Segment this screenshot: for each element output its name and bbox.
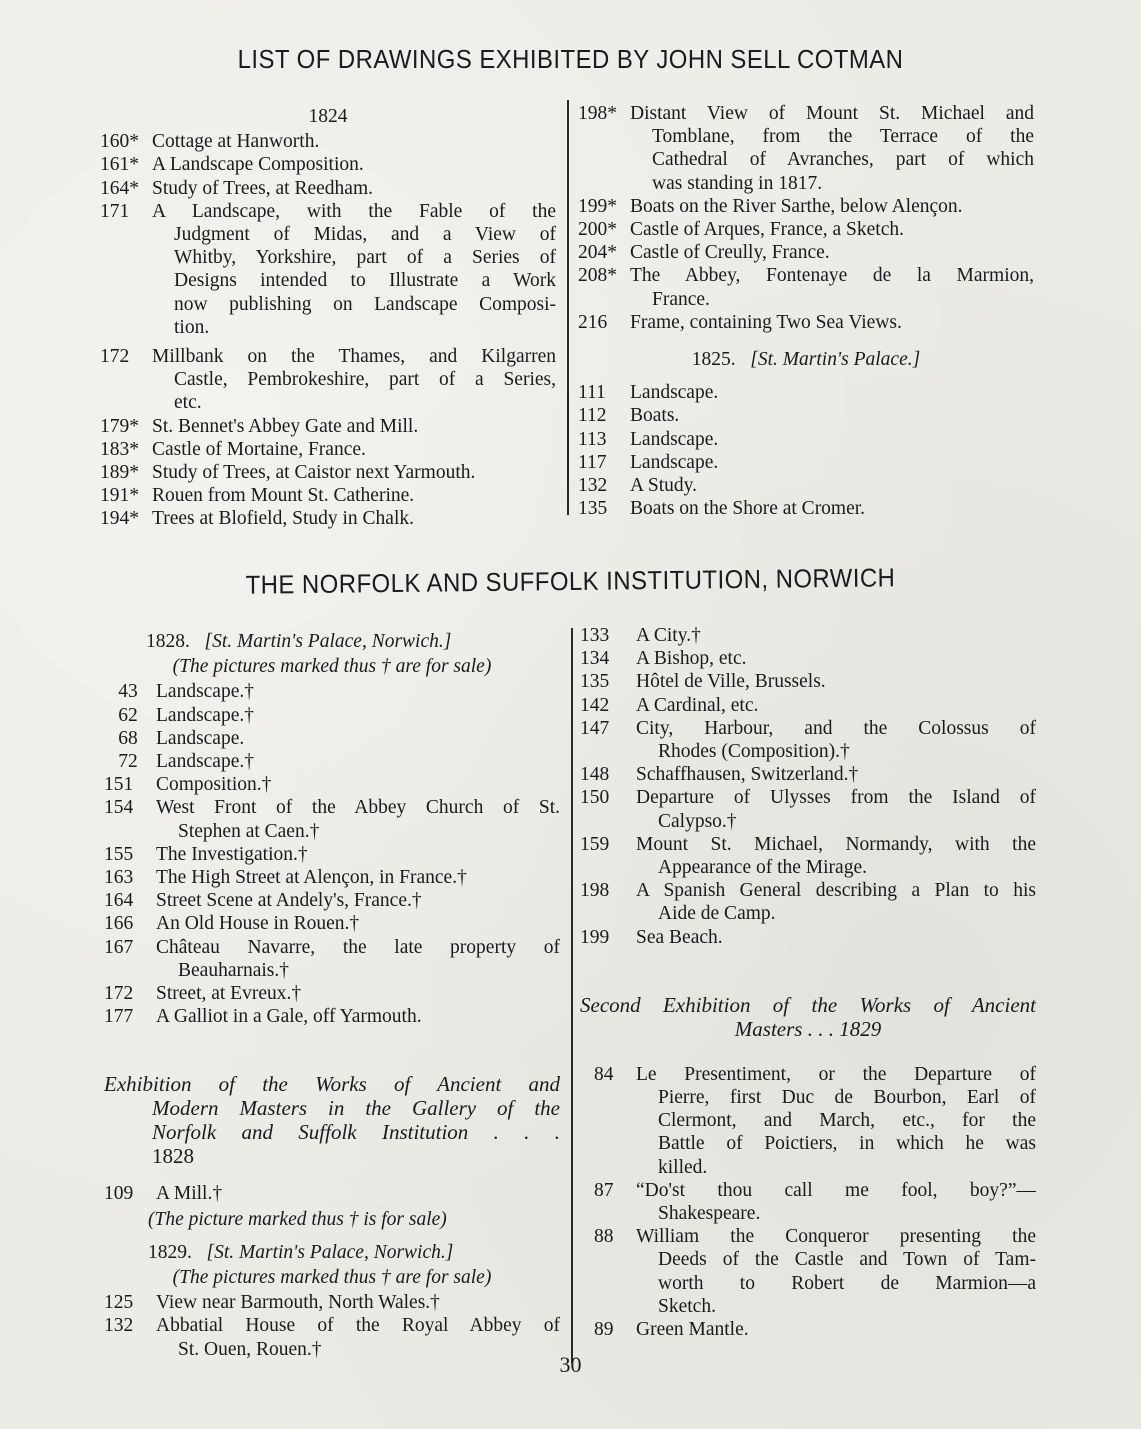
catalogue-number: 194* [100, 508, 139, 530]
entry-title: Hôtel de Ville, Brussels. [636, 671, 826, 693]
entry-title: Schaffhausen, Switzerland.† [636, 764, 859, 786]
list-item [580, 717, 1036, 763]
entry-title: Rouen from Mount St. Catherine. [152, 485, 415, 507]
catalogue-number: 142 [580, 694, 610, 716]
list-item [580, 647, 1036, 670]
catalogue-number: 154 [104, 797, 134, 819]
exhibition-heading-line: Exhibition of the Works of Ancient and [104, 1072, 560, 1097]
entry-title: Street, at Evreux.† [156, 983, 302, 1005]
catalogue-number: 160* [100, 131, 139, 153]
list-item [104, 750, 560, 773]
catalogue-number: 117 [578, 451, 607, 473]
list-item [578, 474, 1034, 497]
catalogue-number: 198* [578, 103, 617, 124]
list-item [104, 704, 560, 727]
list-item [578, 497, 1034, 520]
entry-title-continued: Castle, Pembrokeshire, part of a Series, [174, 369, 556, 391]
list-item [100, 438, 556, 461]
catalogue-number: 164 [104, 890, 134, 912]
list-item [578, 264, 1034, 310]
list-item [580, 926, 1036, 949]
entry-title: Le Presentiment, or the Departure of [636, 1063, 1036, 1085]
list-item [104, 1182, 560, 1205]
catalogue-number: 199* [578, 195, 617, 217]
entry-title: Mount St. Michael, Normandy, with the [636, 833, 1036, 855]
list-item [104, 843, 560, 866]
entry-title: Landscape. [630, 382, 719, 404]
entry-title: Boats on the River Sarthe, below Alençon. [630, 195, 963, 217]
entry-title: Abbatial House of the Royal Abbey of [156, 1315, 560, 1337]
entry-title-continued: St. Ouen, Rouen.† [178, 1338, 322, 1360]
entry-title: Castle of Creully, France. [630, 242, 830, 264]
entry-title-continued: etc. [174, 392, 202, 414]
catalogue-number: 89 [594, 1319, 614, 1341]
catalogue-number: 189* [100, 462, 139, 484]
page-heading-drawings-list: LIST OF DRAWINGS EXHIBITED BY JOHN SELL COTMAN [237, 44, 904, 74]
entry-title: A Landscape, with the Fable of the [152, 200, 556, 222]
list-item [580, 879, 1036, 925]
list-item [578, 102, 1034, 195]
exhibition-heading-line: Norfolk and Suffolk Institution . . . [152, 1120, 560, 1145]
year-heading-1824: 1824 [308, 106, 348, 127]
catalogue-number: 68 [118, 727, 138, 749]
list-item [104, 982, 560, 1005]
list-item [578, 451, 1034, 474]
entry-title-continued: Beauharnais.† [178, 959, 290, 981]
entry-title: Landscape.† [156, 704, 254, 726]
entry-title-continued: killed. [658, 1156, 708, 1178]
list-item [100, 153, 556, 176]
page-number: 30 [559, 1352, 582, 1377]
exhibition-heading-line: Second Exhibition of the Works of Ancient [580, 992, 1036, 1017]
list-item [580, 1063, 1036, 1179]
list-item [104, 796, 560, 842]
entry-title: Château Navarre, the late property of [156, 936, 560, 958]
for-sale-note: (The picture marked thus † is for sale) [148, 1208, 447, 1230]
entry-title: A Spanish General describing a Plan to his [636, 880, 1036, 902]
list-item [580, 1225, 1036, 1318]
list-item [578, 195, 1034, 218]
list-item [100, 484, 556, 507]
entry-title: A Landscape Composition. [152, 154, 364, 176]
catalogue-number: 148 [580, 764, 610, 786]
list-item [104, 680, 560, 703]
list-item [580, 1318, 1036, 1341]
year-heading-1829 [104, 1241, 560, 1264]
catalogue-number: 167 [104, 936, 134, 958]
entry-title: Study of Trees, at Reedham. [152, 177, 373, 199]
entry-title: Millbank on the Thames, and Kilgarren [152, 346, 556, 368]
catalogue-number: 135 [578, 498, 608, 520]
list-item [104, 866, 560, 889]
entry-title-continued: Shakespeare. [658, 1203, 761, 1225]
catalogue-number: 111 [578, 382, 606, 404]
catalogue-number: 172 [104, 983, 134, 1005]
entry-title: Landscape.† [156, 751, 254, 773]
entry-title: A Cardinal, etc. [636, 694, 759, 716]
second-exhibition-1829-heading [580, 993, 1036, 1041]
entry-title: Boats on the Shore at Cromer. [630, 498, 866, 520]
list-item [578, 241, 1034, 264]
list-item [100, 345, 556, 415]
for-sale-note: (The pictures marked thus † are for sale) [172, 656, 492, 678]
catalogue-number: 113 [578, 428, 607, 450]
entry-title: Study of Trees, at Caistor next Yarmouth. [152, 462, 476, 484]
catalogue-number: 177 [104, 1006, 134, 1028]
entry-title-continued: now publishing on Landscape Composi- [174, 293, 556, 315]
entry-title: Boats. [630, 405, 680, 427]
catalogue-number: 199 [580, 926, 610, 948]
entry-title: A Mill.† [156, 1183, 223, 1205]
entry-title-continued: France. [652, 288, 710, 310]
entry-title: Sea Beach. [636, 926, 723, 948]
venue-label: [St. Martin's Palace, Norwich.] [206, 1241, 454, 1263]
entry-title: Landscape. [630, 428, 719, 450]
list-item [578, 404, 1034, 427]
entry-title: An Old House in Rouen.† [156, 913, 360, 935]
catalogue-number: 155 [104, 843, 134, 865]
entry-title: The High Street at Alençon, in France.† [156, 867, 467, 889]
catalogue-number: 132 [104, 1315, 134, 1337]
list-item [578, 218, 1034, 241]
year-label: 1829. [148, 1241, 192, 1263]
entry-title: Departure of Ulysses from the Island of [636, 787, 1036, 809]
entry-title-continued: Tomblane, from the Terrace of the [652, 126, 1034, 148]
list-item [104, 889, 560, 912]
entry-title: A Bishop, etc. [636, 648, 747, 670]
list-item [580, 763, 1036, 786]
entry-title-continued: Cathedral of Avranches, part of which [652, 149, 1034, 171]
catalogue-number: 166 [104, 913, 134, 935]
entry-title: Castle of Arques, France, a Sketch. [630, 219, 905, 241]
catalogue-number: 125 [104, 1292, 134, 1314]
catalogue-number: 72 [118, 751, 138, 773]
list-item [580, 670, 1036, 693]
catalogue-number: 163 [104, 867, 134, 889]
column-divider [571, 628, 573, 1363]
entry-title: Landscape.† [156, 681, 254, 703]
year-heading-1825 [578, 348, 1034, 371]
list-item [580, 694, 1036, 717]
entry-title: Street Scene at Andely's, France.† [156, 890, 422, 912]
list-item [578, 428, 1034, 451]
column-divider [567, 100, 569, 515]
entry-title-continued: Judgment of Midas, and a View of [174, 224, 556, 246]
entry-title: Distant View of Mount St. Michael and [630, 103, 1034, 124]
catalogue-number: 151 [104, 774, 134, 796]
catalogue-number: 172 [100, 346, 130, 368]
list-item [100, 130, 556, 153]
catalogue-number: 198 [580, 880, 610, 902]
entry-title-continued: Appearance of the Mirage. [658, 857, 867, 879]
list-item [104, 936, 560, 982]
catalogue-number: 134 [580, 648, 610, 670]
list-item [104, 1005, 560, 1028]
catalogue-number: 133 [580, 625, 610, 646]
catalogue-number: 171 [100, 200, 130, 222]
catalogue-number: 84 [594, 1063, 614, 1085]
entry-title: Composition.† [156, 774, 272, 796]
catalogue-number: 191* [100, 485, 139, 507]
entry-title: Castle of Mortaine, France. [152, 438, 366, 460]
exhibition-heading-line: Modern Masters in the Gallery of the [152, 1096, 560, 1121]
entry-title-continued: Battle of Poictiers, in which he was [658, 1133, 1036, 1155]
catalogue-number: 164* [100, 177, 139, 199]
section-heading-norwich: THE NORFOLK AND SUFFOLK INSTITUTION, NORWICH [245, 562, 896, 600]
column-1824-1825-right [578, 102, 1034, 520]
catalogue-number: 88 [594, 1226, 614, 1248]
entry-title-continued: Rhodes (Composition).† [658, 741, 850, 763]
entry-title-continued: Whitby, Yorkshire, part of a Series of [174, 247, 556, 269]
entry-title: Frame, containing Two Sea Views. [630, 311, 902, 333]
catalogue-number: 135 [580, 671, 610, 693]
catalogue-number: 161* [100, 154, 139, 176]
entry-title: The Abbey, Fontenaye de la Marmion, [630, 265, 1034, 287]
catalogue-number: 150 [580, 787, 610, 809]
column-1828-1829-right [580, 624, 1036, 1341]
entry-title: “Do'st thou call me fool, boy?”— [636, 1179, 1036, 1201]
catalogue-number: 109 [104, 1183, 134, 1205]
entry-title-continued: Deeds of the Castle and Town of Tam- [658, 1249, 1036, 1271]
venue-label: [St. Martin's Palace.] [750, 349, 921, 371]
catalogue-number: 183* [100, 438, 139, 460]
list-item [104, 912, 560, 935]
catalogue-number: 87 [594, 1179, 614, 1201]
entry-title: William the Conqueror presenting the [636, 1226, 1036, 1248]
list-item [100, 415, 556, 438]
entry-title: A City.† [636, 625, 701, 646]
exhibition-heading-line: Masters . . . 1829 [734, 1016, 882, 1041]
list-item [100, 200, 556, 339]
entry-title-continued: Stephen at Caen.† [178, 820, 320, 842]
list-item [580, 786, 1036, 832]
entry-title: City, Harbour, and the Colossus of [636, 717, 1036, 739]
column-1824-left [100, 105, 556, 531]
entry-title: Cottage at Hanworth. [152, 131, 320, 153]
entry-title: View near Barmouth, North Wales.† [156, 1292, 440, 1314]
entry-title-continued: Clermont, and March, etc., for the [658, 1110, 1036, 1132]
catalogue-number: 159 [580, 833, 610, 855]
entry-title-continued: Calypso.† [658, 810, 737, 832]
catalogue-number: 132 [578, 475, 608, 497]
list-item [104, 773, 560, 796]
catalogue-number: 147 [580, 717, 610, 739]
entry-title-continued: Sketch. [658, 1295, 716, 1317]
list-item [580, 624, 1036, 647]
column-1828-1829-left [104, 630, 560, 1361]
catalogue-number: 204* [578, 242, 617, 264]
entry-list-1824-left [100, 130, 556, 530]
list-item [578, 381, 1034, 404]
catalogue-number: 216 [578, 311, 608, 333]
entry-title: A Galliot in a Gale, off Yarmouth. [156, 1006, 422, 1028]
entry-title: Green Mantle. [636, 1319, 749, 1341]
venue-label: [St. Martin's Palace, Norwich.] [204, 631, 452, 652]
for-sale-note: (The pictures marked thus † are for sale) [172, 1267, 492, 1289]
catalogue-number: 43 [118, 681, 138, 703]
list-item [580, 833, 1036, 879]
list-item [100, 177, 556, 200]
entry-title-continued: tion. [174, 316, 210, 338]
list-item [104, 727, 560, 750]
entry-title: A Study. [630, 475, 698, 497]
catalogue-number: 200* [578, 219, 617, 241]
entry-title-continued: Aide de Camp. [658, 903, 776, 925]
year-label: 1828. [146, 631, 190, 652]
entry-title: Landscape. [630, 451, 719, 473]
entry-title: St. Bennet's Abbey Gate and Mill. [152, 415, 419, 437]
exhibition-1828-heading [104, 1072, 560, 1168]
catalogue-number: 112 [578, 405, 607, 427]
year-label: 1825. [691, 349, 736, 371]
entry-title-continued: Pierre, first Duc de Bourbon, Earl of [658, 1087, 1036, 1109]
list-item [578, 311, 1034, 334]
list-item [104, 1291, 560, 1314]
year-heading-1828 [104, 630, 560, 653]
entry-title: The Investigation.† [156, 843, 308, 865]
list-item [100, 507, 556, 530]
entry-title-continued: worth to Robert de Marmion—a [658, 1272, 1036, 1294]
catalogue-number: 208* [578, 265, 617, 287]
entry-title-continued: was standing in 1817. [652, 172, 823, 194]
list-item [100, 461, 556, 484]
entry-title-continued: Designs intended to Illustrate a Work [174, 270, 556, 292]
exhibition-heading-year: 1828 [152, 1144, 194, 1169]
list-item [580, 1179, 1036, 1225]
catalogue-number: 62 [118, 704, 138, 726]
entry-title: Trees at Blofield, Study in Chalk. [152, 508, 414, 530]
catalogue-number: 179* [100, 415, 139, 437]
entry-title: West Front of the Abbey Church of St. [156, 797, 560, 819]
entry-title: Landscape. [156, 727, 245, 749]
